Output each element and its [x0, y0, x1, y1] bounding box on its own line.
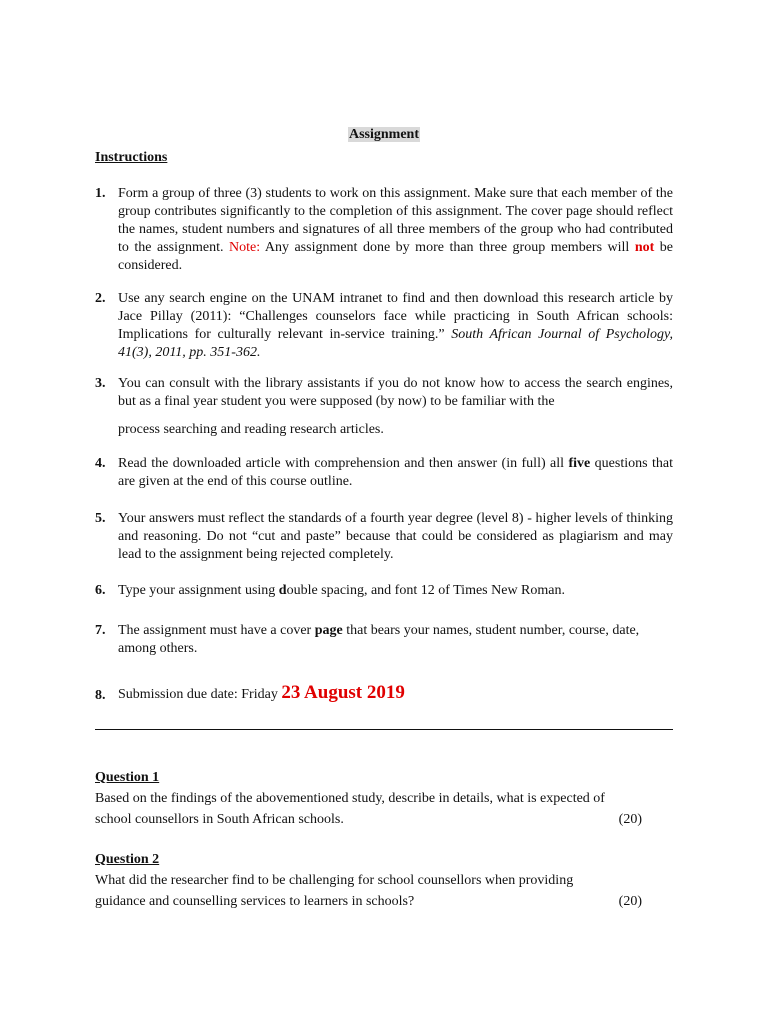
question-1-marks: (20) — [618, 812, 642, 827]
instruction-item-2: 2. Use any search engine on the UNAM intranet to find and then download this research article by Jace Pillay (2011): “Challenges counselors face while practicing in South African schools: Implications for culturally relevant in-service training.” South African Journal of Psychology, 41(3), 2011, pp. 351-362. — [95, 291, 673, 360]
note-label: Note: — [229, 240, 261, 255]
instruction-item-1: 1. Form a group of three (3) students to work on this assignment. Make sure that each member of the group contributes significantly to the completion of this assignment. The cover page should reflect the names, student numbers and signatures of all three members of the group who had contributed to the assignment. Note: Any assignment done by more than three group members will not be considered. — [95, 186, 673, 273]
assignment-title: Assignment — [348, 127, 419, 142]
horizontal-rule — [95, 729, 673, 730]
question-2-heading: Question 2 — [95, 852, 160, 867]
due-date: 23 August 2019 — [281, 682, 405, 703]
instruction-item-7: 7. The assignment must have a cover page that bears your names, student number, course, date, among others. — [95, 623, 640, 656]
instructions-heading: Instructions — [95, 150, 168, 165]
instruction-item-4: 4. Read the downloaded article with comprehension and then answer (in full) all five questions that are given at the end of this course outline. — [95, 456, 673, 489]
emphasis-page: page — [314, 623, 343, 638]
item-number: 8. — [95, 688, 106, 703]
instruction-item-5: 5. Your answers must reflect the standards of a fourth year degree (level 8) - higher levels of thinking and reasoning. Do not “cut and paste” because that could be considered as plagiarism and may lead to the assignment being rejected completely. — [95, 511, 673, 562]
emphasis-d: d — [278, 583, 287, 598]
item-number: 2. — [95, 291, 106, 306]
instruction-item-8: 8. Submission due date: Friday 23 August 2019 — [95, 682, 405, 703]
instruction-item-3: 3. You can consult with the library assistants if you do not know how to access the search engines, but as a final year student you were supposed (by now) to be familiar with the process searching and reading research articles. — [95, 376, 673, 437]
question-2-text: What did the researcher find to be challenging for school counsellors when providing guidance and counselling services to learners in schools? (20) — [95, 870, 673, 912]
question-1-heading: Question 1 — [95, 770, 160, 785]
item-number: 6. — [95, 583, 106, 598]
item-number: 3. — [95, 376, 106, 391]
emphasis-five: five — [568, 456, 591, 471]
article-citation: South African Journal of Psychology, 41(3), 2011, pp. 351-362. — [118, 327, 673, 360]
emphasis-not: not — [634, 240, 655, 255]
question-2-marks: (20) — [618, 894, 642, 909]
item-number: 7. — [95, 623, 106, 638]
question-1-text: Based on the findings of the abovementioned study, describe in details, what is expected of school counsellors in South African schools. (20) — [95, 788, 673, 830]
item-number: 5. — [95, 511, 106, 526]
instruction-item-6: 6. Type your assignment using double spacing, and font 12 of Times New Roman. — [95, 583, 565, 598]
item-number: 4. — [95, 456, 106, 471]
item-number: 1. — [95, 186, 106, 201]
